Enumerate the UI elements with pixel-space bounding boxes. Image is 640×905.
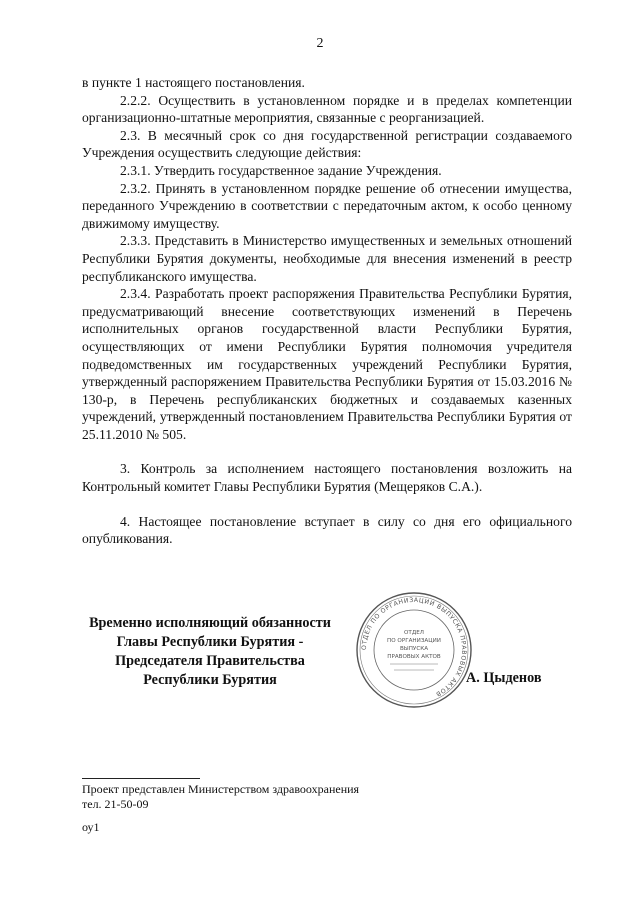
signatory-title-line: Председателя Правительства xyxy=(115,653,305,669)
paragraph-2-3-2: 2.3.2. Принять в установленном порядке решение об отнесении имущества, переданного Учреждению в соответствии с передаточным актом, к особо ценному движимому имуществу. xyxy=(82,180,572,231)
footnote-divider xyxy=(82,778,200,779)
paragraph-continuation: в пункте 1 настоящего постановления. xyxy=(82,75,305,90)
seal-inner-line: ПО ОРГАНИЗАЦИИ xyxy=(387,638,441,644)
footnote xyxy=(82,782,359,811)
seal-inner-line: ОТДЕЛ xyxy=(404,630,424,636)
page-number: 2 xyxy=(316,36,324,51)
signatory-title-line: Временно исполняющий обязанности xyxy=(89,615,331,631)
official-seal xyxy=(354,590,474,710)
paragraph-2-2-2: 2.2.2. Осуществить в установленном порядке и в пределах компетенции организационно-штатные мероприятия, связанные с реорганизацией. xyxy=(82,92,572,126)
paragraph-3: 3. Контроль за исполнением настоящего постановления возложить на Контрольный комитет Главы Республики Бурятия (Мещеряков С.А.). xyxy=(82,461,572,495)
signatory-title-line: Главы Республики Бурятия - xyxy=(116,634,304,650)
footnote-line: тел. 21-50-09 xyxy=(82,796,149,811)
paragraph-2-3-4: 2.3.4. Разработать проект распоряжения Правительства Республики Бурятия, предусматривающий внесение соответствующих изменений в Перечень исполнительных органов государственной власти Республики Бурятия, осуществляющих от имени Республики Бурятия полномочия учредителя подведомственных им государственных учреждений Республики Бурятия, утвержденный распоряжением Правительства Республики Бурятия от 15.03.2016 № 130-р, в Перечень республиканских бюджетных и создаваемых казенных учреждений, утвержденный постановлением Правительства Республики Бурятия от 25.11.2010 № 505. xyxy=(82,286,572,442)
paragraph-4: 4. Настоящее постановление вступает в силу со дня его официального опубликования. xyxy=(82,513,572,547)
signatory-title-line: Республики Бурятия xyxy=(143,672,277,688)
seal-outer-text: ОТДЕЛ ПО ОРГАНИЗАЦИИ ВЫПУСКА ПРАВОВЫХ АКТОВ xyxy=(360,596,468,698)
document-code: оу1 xyxy=(82,820,100,834)
footnote-line: Проект представлен Министерством здравоохранения xyxy=(82,782,360,796)
paragraph-2-3-3: 2.3.3. Представить в Министерство имущественных и земельных отношений Республики Бурятия документы, необходимые для внесения изменений в реестр республиканского имущества. xyxy=(82,233,572,284)
signatory-title xyxy=(70,614,350,690)
seal-inner-line: ВЫПУСКА xyxy=(399,646,429,652)
document-body xyxy=(82,74,572,548)
seal-inner-line: ПРАВОВЫХ АКТОВ xyxy=(387,654,441,660)
signatory-name: А. Цыденов xyxy=(466,670,542,686)
paragraph-2-3-1: 2.3.1. Утвердить государственное задание Учреждения. xyxy=(120,162,442,178)
paragraph-2-3: 2.3. В месячный срок со дня государственной регистрации создаваемого Учреждения осуществить следующие действия: xyxy=(82,127,572,161)
